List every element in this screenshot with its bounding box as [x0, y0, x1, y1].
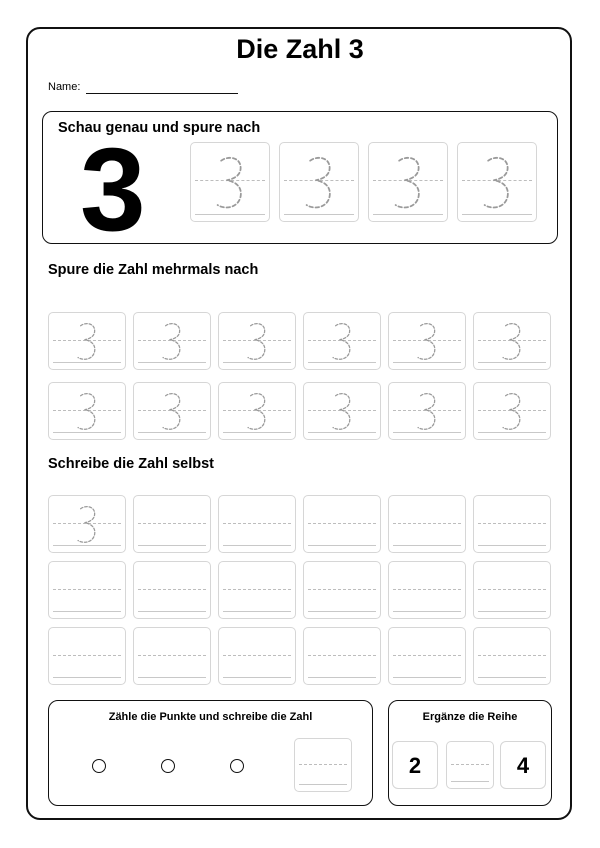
sequence-answer-cell[interactable] — [446, 741, 494, 789]
count-answer-cell[interactable] — [294, 738, 352, 792]
traced-digit — [191, 143, 269, 221]
name-field-line[interactable] — [86, 93, 238, 94]
write-cell[interactable] — [473, 561, 551, 619]
trace-cell[interactable] — [457, 142, 537, 222]
write-cell[interactable] — [218, 495, 296, 553]
trace-cell[interactable] — [48, 312, 126, 370]
count-dot — [161, 759, 175, 773]
write-cell[interactable] — [218, 561, 296, 619]
sequence-first-number: 2 — [392, 741, 438, 789]
trace-cell[interactable] — [303, 382, 381, 440]
section2-heading: Spure die Zahl mehrmals nach — [48, 262, 259, 278]
write-cell[interactable] — [133, 495, 211, 553]
traced-digit — [458, 143, 536, 221]
trace-cell[interactable] — [133, 382, 211, 440]
write-cell[interactable] — [473, 627, 551, 685]
traced-digit — [219, 383, 295, 439]
write-cell[interactable] — [303, 495, 381, 553]
traced-digit — [474, 313, 550, 369]
trace-cell[interactable] — [473, 312, 551, 370]
trace-cell[interactable] — [218, 312, 296, 370]
write-cell[interactable] — [303, 561, 381, 619]
write-cell[interactable] — [473, 495, 551, 553]
trace-cell[interactable] — [279, 142, 359, 222]
traced-digit — [134, 313, 210, 369]
section3-heading: Schreibe die Zahl selbst — [48, 456, 214, 472]
write-cell[interactable] — [48, 561, 126, 619]
trace-cell[interactable] — [388, 382, 466, 440]
traced-digit — [389, 313, 465, 369]
sequence-last-number: 4 — [500, 741, 546, 789]
write-cell[interactable] — [133, 561, 211, 619]
traced-digit — [369, 143, 447, 221]
write-cell[interactable] — [218, 627, 296, 685]
traced-digit — [280, 143, 358, 221]
sequence-task-heading: Ergänze die Reihe — [422, 711, 518, 723]
name-label: Name: — [48, 81, 81, 93]
traced-digit — [49, 496, 125, 552]
traced-digit — [49, 313, 125, 369]
trace-cell[interactable] — [368, 142, 448, 222]
count-dot — [92, 759, 106, 773]
trace-cell[interactable] — [48, 382, 126, 440]
write-cell[interactable] — [133, 627, 211, 685]
write-cell[interactable] — [303, 627, 381, 685]
write-cell[interactable] — [388, 561, 466, 619]
trace-cell[interactable] — [133, 312, 211, 370]
traced-digit — [49, 383, 125, 439]
section1-heading: Schau genau und spure nach — [58, 120, 261, 136]
traced-digit — [389, 383, 465, 439]
trace-cell[interactable] — [303, 312, 381, 370]
trace-cell[interactable] — [388, 312, 466, 370]
traced-digit — [134, 383, 210, 439]
count-task-heading: Zähle die Punkte und schreibe die Zahl — [108, 711, 313, 723]
traced-digit — [304, 383, 380, 439]
trace-cell[interactable] — [473, 382, 551, 440]
trace-cell[interactable] — [190, 142, 270, 222]
write-cell[interactable] — [48, 627, 126, 685]
count-dot — [230, 759, 244, 773]
page-title: Die Zahl 3 — [236, 34, 364, 64]
traced-digit — [304, 313, 380, 369]
trace-cell[interactable] — [218, 382, 296, 440]
traced-digit — [474, 383, 550, 439]
write-cell[interactable] — [388, 627, 466, 685]
model-digit: 3 — [80, 124, 146, 256]
write-cell[interactable] — [388, 495, 466, 553]
write-cell[interactable] — [48, 495, 126, 553]
traced-digit — [219, 313, 295, 369]
